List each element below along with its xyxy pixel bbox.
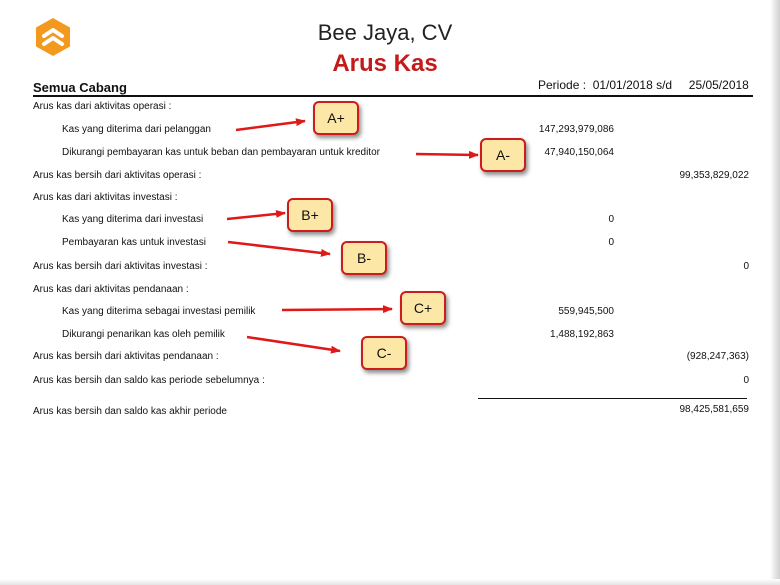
annotation-badge-c-minus: C-: [361, 336, 407, 370]
row-total-investing-net: 0: [743, 261, 749, 272]
row-value-operating-out: 47,940,150,064: [544, 147, 614, 158]
row-label-operating-in: Kas yang diterima dari pelanggan: [62, 124, 211, 135]
row-label-investing-out: Pembayaran kas untuk investasi: [62, 237, 206, 248]
arrow-a-minus: [416, 154, 478, 155]
page-bottom-shadow: [0, 579, 780, 585]
header-divider: [33, 95, 753, 97]
row-value-investing-out: 0: [608, 237, 614, 248]
annotation-badge-c-plus: C+: [400, 291, 446, 325]
annotation-badge-a-plus: A+: [313, 101, 359, 135]
row-value-financing-out: 1,488,192,863: [550, 329, 614, 340]
section-heading-investing: Arus kas dari aktivitas investasi :: [33, 192, 178, 203]
period-from: 01/01/2018 s/d: [592, 78, 673, 92]
period-label: Periode :: [538, 78, 587, 92]
section-heading-financing: Arus kas dari aktivitas pendanaan :: [33, 284, 189, 295]
arrow-b-plus: [227, 213, 285, 219]
total-rule: [478, 398, 747, 399]
row-label-operating-out: Dikurangi pembayaran kas untuk beban dan pembayaran untuk kreditor: [62, 147, 380, 158]
row-value-financing-in: 559,945,500: [558, 306, 614, 317]
row-label-investing-in: Kas yang diterima dari investasi: [62, 214, 204, 225]
annotation-badge-b-plus: B+: [287, 198, 333, 232]
row-total-financing-net: (928,247,363): [686, 351, 749, 362]
arrow-c-plus: [282, 309, 392, 310]
row-label-financing-in: Kas yang diterima sebagai investasi pemilik: [62, 306, 256, 317]
period-to: 25/05/2018: [688, 78, 749, 92]
row-label-prior-balance: Arus kas bersih dan saldo kas periode sebelumnya :: [33, 375, 265, 386]
company-name: Bee Jaya, CV: [317, 20, 453, 45]
row-value-operating-in: 147,293,979,086: [538, 124, 614, 135]
annotation-badge-b-minus: B-: [341, 241, 387, 275]
row-total-operating-net: 99,353,829,022: [679, 170, 749, 181]
row-value-investing-in: 0: [608, 214, 614, 225]
arrow-b-minus: [228, 242, 330, 254]
row-label-financing-out: Dikurangi penarikan kas oleh pemilik: [62, 329, 225, 340]
row-label-investing-net: Arus kas bersih dari aktivitas investasi :: [33, 261, 208, 272]
row-label-operating-net: Arus kas bersih dari aktivitas operasi :: [33, 170, 202, 181]
row-label-ending-balance: Arus kas bersih dan saldo kas akhir periode: [33, 406, 227, 417]
row-label-financing-net: Arus kas bersih dari aktivitas pendanaan :: [33, 351, 219, 362]
branch-label: Semua Cabang: [33, 80, 127, 95]
section-heading-operating: Arus kas dari aktivitas operasi :: [33, 101, 172, 112]
page-edge-shadow: [770, 0, 780, 585]
annotation-badge-a-minus: A-: [480, 138, 526, 172]
arrow-a-plus: [236, 121, 305, 130]
row-total-prior-balance: 0: [743, 375, 749, 386]
period-range: [538, 78, 749, 92]
arrow-c-minus: [247, 337, 340, 351]
row-total-ending-balance: 98,425,581,659: [679, 404, 749, 415]
report-title: Arus Kas: [332, 50, 438, 77]
